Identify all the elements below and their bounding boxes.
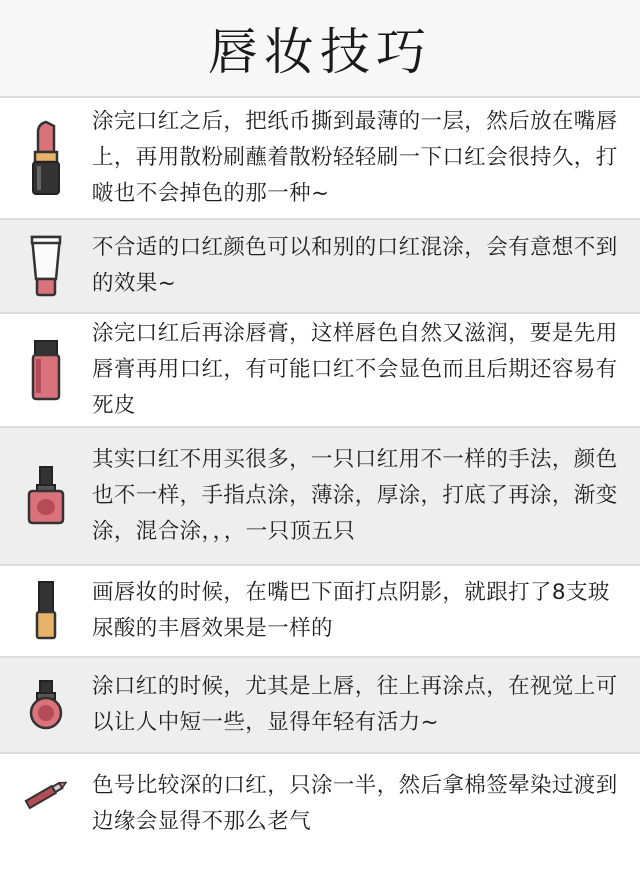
tip-text: 涂完口红后再涂唇膏，这样唇色自然又滋润，要是先用唇膏再用口红，有可能口红不会显色而且后期还容易有死皮: [92, 321, 618, 418]
tip-item-2: [0, 218, 640, 312]
tip-item-3: [0, 312, 640, 426]
lip-gloss-tube-icon: [26, 233, 66, 299]
round-polish-icon: [23, 679, 69, 731]
lip-brush-icon: [21, 774, 71, 814]
tip-text: 涂口红的时候，尤其是上唇，往上再涂点，在视觉上可以让人中短一些，显得年轻有活力~: [92, 674, 618, 735]
nail-polish-icon: [23, 465, 69, 527]
lip-liner-icon: [31, 580, 61, 642]
tip-text: 涂完口红之后，把纸币撕到最薄的一层，然后放在嘴唇上，再用散粉刷蘸着散粉轻轻刷一下口红会很持久，打啵也不会掉色的那一种~: [92, 109, 618, 206]
tip-text: 画唇妆的时候，在嘴巴下面打点阴影，就跟打了8支玻尿酸的丰唇效果是一样的: [92, 580, 610, 641]
page-title: 唇妆技巧: [0, 0, 640, 96]
tip-item-7: [0, 752, 640, 880]
tip-item-6: [0, 656, 640, 752]
tip-item-5: [0, 564, 640, 656]
lipstick-bottle-icon: [26, 337, 66, 403]
tip-text: 色号比较深的口红，只涂一半，然后拿棉签晕染过渡到边缘会显得不那么老气: [92, 773, 618, 834]
lipstick-icon: [24, 118, 68, 198]
tip-item-4: [0, 426, 640, 564]
tip-item-1: [0, 96, 640, 218]
tip-text: 不合适的口红颜色可以和别的口红混涂，会有意想不到的效果~: [92, 235, 618, 296]
tip-text: 其实口红不用买很多，一只口红用不一样的手法，颜色也不一样，手指点涂，薄涂，厚涂，打底了再涂，渐变涂，混合涂，，，一只顶五只: [92, 447, 618, 544]
